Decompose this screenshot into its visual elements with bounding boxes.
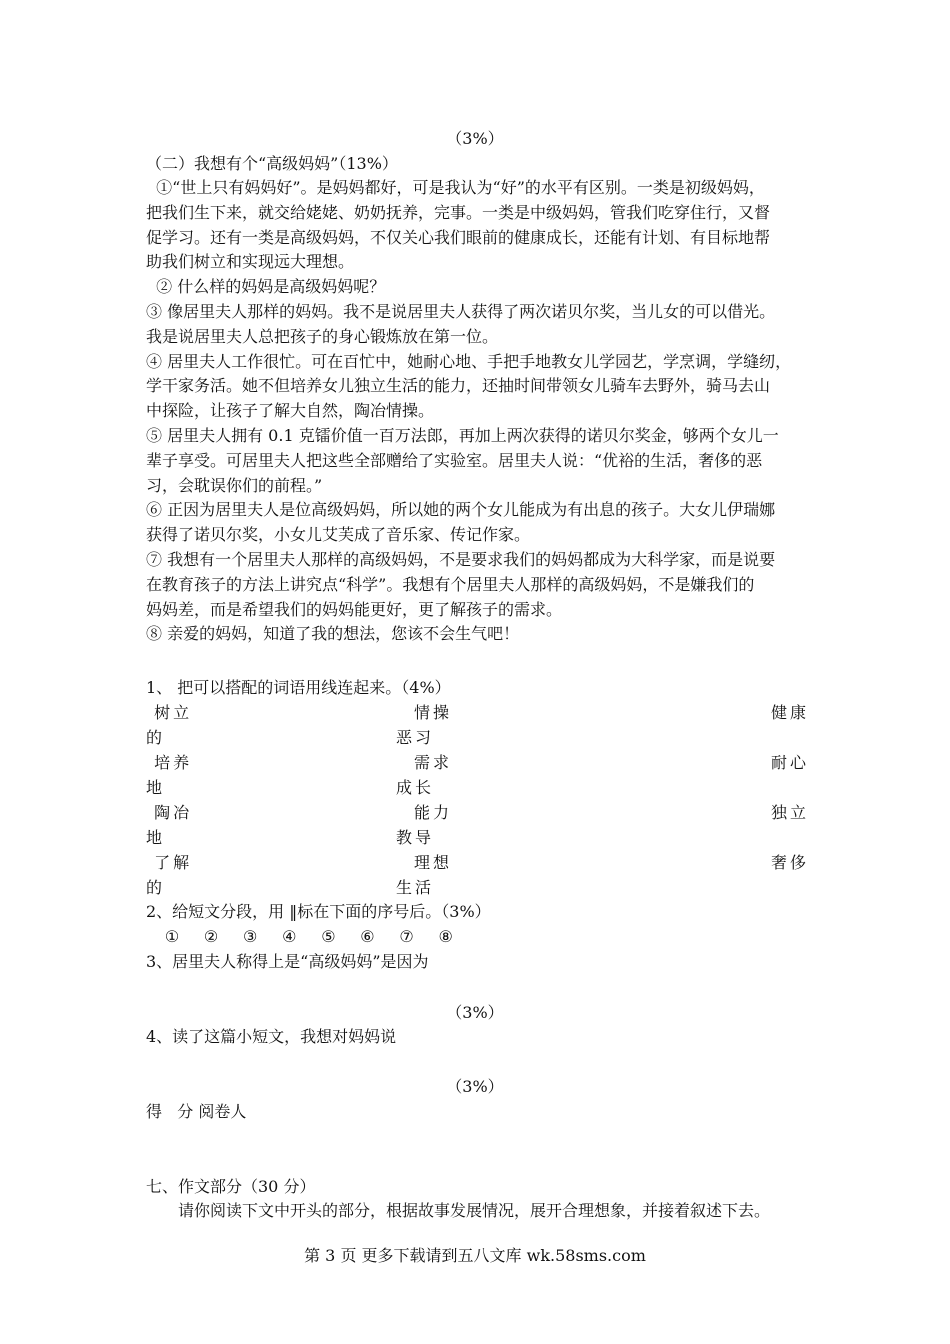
passage-line: ② 什么样的妈妈是高级妈妈呢？ (146, 277, 386, 296)
passage-line: ③ 像居里夫人那样的妈妈。我不是说居里夫人获得了两次诺贝尔奖，当儿女的可以借光。 (146, 302, 776, 321)
match-col-c: 耐心 (771, 753, 810, 772)
match-col-b: 成长 (396, 778, 435, 797)
q2-number: ③ (243, 927, 258, 946)
match-col-a: 地 (146, 828, 166, 847)
passage-line: 习，会耽误你们的前程。” (146, 476, 323, 495)
q2-number: ② (203, 927, 219, 946)
q2-number: ⑤ (321, 927, 336, 946)
q3-score: （3%） (446, 1003, 504, 1022)
passage-line: ⑤ 居里夫人拥有 0.1 克镭价值一百万法郎，再加上两次获得的诺贝尔奖金，够两个女儿一 (146, 426, 779, 445)
section7-title: 七、作文部分（30 分） (146, 1177, 316, 1196)
q2-number: ⑦ (399, 927, 414, 946)
match-col-b: 生活 (396, 878, 435, 897)
q1-prompt: 1、 把可以搭配的词语用线连起来。（4%） (146, 678, 451, 697)
q2-number: ① (164, 927, 180, 946)
match-col-b: 能力 (414, 803, 453, 822)
q4-prompt: 4、读了这篇小短文，我想对妈妈说 (146, 1027, 397, 1046)
match-col-b: 情操 (414, 703, 453, 722)
q2-prompt: 2、给短文分段，用 ‖标在下面的序号后。（3%） (146, 902, 491, 921)
passage-line: ⑥ 正因为居里夫人是位高级妈妈，所以她的两个女儿能成为有出息的孩子。大女儿伊瑞娜 (146, 500, 776, 519)
match-col-b: 理想 (414, 853, 453, 872)
match-col-a: 树立 (146, 703, 193, 722)
q2-number: ⑥ (360, 927, 375, 946)
q3-prompt: 3、居里夫人称得上是“高级妈妈”是因为 (146, 952, 429, 971)
passage-line: 我是说居里夫人总把孩子的身心锻炼放在第一位。 (146, 327, 499, 346)
passage-line: 中探险，让孩子了解大自然，陶冶情操。 (146, 401, 435, 420)
section2-title: （二）我想有个“高级妈妈”（13%） (146, 154, 398, 173)
q4-score: （3%） (446, 1077, 504, 1096)
passage-line: 学干家务活。她不但培养女儿独立生活的能力，还抽时间带领女儿骑车去野外，骑马去山 (146, 376, 771, 395)
q2-number-row (155, 925, 463, 949)
page-footer: 第 3 页 更多下载请到五八文库 wk.58sms.com (304, 1246, 646, 1265)
passage-line: 促学习。还有一类是高级妈妈，不仅关心我们眼前的健康成长，还能有计划、有目标地帮 (146, 228, 771, 247)
match-col-a: 陶冶 (146, 803, 193, 822)
section7-instruction: 请你阅读下文中开头的部分，根据故事发展情况，展开合理想象，并接着叙述下去。 (178, 1201, 771, 1220)
top-score: （3%） (446, 129, 504, 148)
passage-line: 助我们树立和实现远大理想。 (146, 252, 355, 271)
passage-line: 妈妈差，而是希望我们的妈妈能更好，更了解孩子的需求。 (146, 600, 563, 619)
match-col-a: 地 (146, 778, 166, 797)
match-col-a: 的 (146, 728, 166, 747)
passage-line: 把我们生下来，就交给姥姥、奶奶抚养，完事。一类是中级妈妈，管我们吃穿住行，又督 (146, 203, 771, 222)
passage-line: ⑧ 亲爱的妈妈，知道了我的想法，您该不会生气吧！ (146, 624, 520, 643)
grader-box: 得 分 阅卷人 (146, 1102, 247, 1121)
match-col-b: 需求 (414, 753, 453, 772)
passage-line: 辈子享受。可居里夫人把这些全部赠给了实验室。居里夫人说：“优裕的生活，奢侈的恶 (146, 451, 763, 470)
passage-line: ①“世上只有妈妈好”。是妈妈都好，可是我认为“好”的水平有区别。一类是初级妈妈， (146, 178, 765, 197)
passage-line: ④ 居里夫人工作很忙。可在百忙中，她耐心地、手把手地教女儿学园艺，学烹调，学缝纫， (146, 352, 792, 371)
passage-line: ⑦ 我想有一个居里夫人那样的高级妈妈，不是要求我们的妈妈都成为大科学家，而是说要 (146, 550, 776, 569)
q2-number: ④ (282, 927, 297, 946)
match-col-a: 的 (146, 878, 166, 897)
match-col-c: 健康 (771, 703, 810, 722)
match-col-b: 恶习 (396, 728, 435, 747)
passage-line: 获得了诺贝尔奖，小女儿艾芙成了音乐家、传记作家。 (146, 525, 531, 544)
match-col-c: 奢侈 (771, 853, 810, 872)
passage-line: 在教育孩子的方法上讲究点“科学”。我想有个居里夫人那样的高级妈妈，不是嫌我们的 (146, 575, 755, 594)
match-col-b: 教导 (396, 828, 435, 847)
match-col-a: 培养 (146, 753, 193, 772)
match-col-c: 独立 (771, 803, 810, 822)
match-col-a: 了解 (146, 853, 193, 872)
q2-number: ⑧ (438, 927, 453, 946)
